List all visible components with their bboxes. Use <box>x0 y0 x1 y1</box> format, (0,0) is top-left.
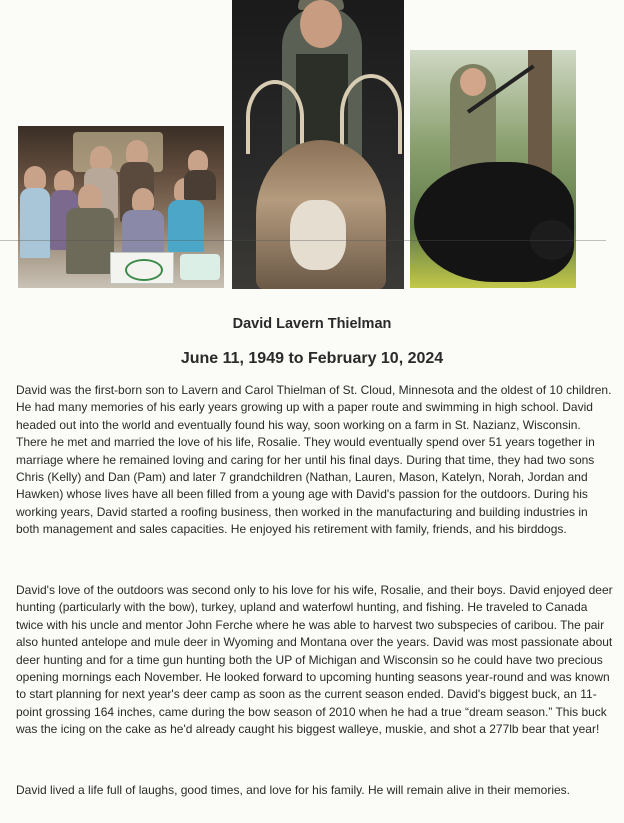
obituary-dates: June 11, 1949 to February 10, 2024 <box>180 350 444 367</box>
person-body <box>66 208 114 274</box>
antler <box>246 80 304 154</box>
person-body <box>184 170 216 200</box>
obituary-name: David Lavern Thielman <box>232 316 392 332</box>
person-body <box>20 188 50 258</box>
family-photo <box>18 126 224 288</box>
person-body <box>122 210 164 254</box>
person-head <box>54 170 74 192</box>
person-head <box>132 188 154 212</box>
person-head <box>188 150 208 172</box>
person-head <box>126 140 148 164</box>
bear-photo <box>410 50 576 288</box>
hunter-face <box>460 68 486 96</box>
obituary-paragraph: David was the first-born son to Lavern and Carol Thielman of St. Cloud, Minnesota and the oldest of 10 children. He had many memories of his early years growing up with a paper route and swimming in high school. David headed out into the world and eventually found his way, soon working on a farm in St. Nazianz, Wisconsin. There he met and married the love of his life, Rosalie. They would eventually spend over 51 years together in marriage where he remained loving and caring for her until his final days. During that time, they had two sons Chris (Kelly) and Dan (Pam) and later 7 grandchildren (Nathan, Lauren, Mason, Katelyn, Norah, Jordan and Hawken) whose lives have all been filled from a young age with David's passion for the outdoors. During his working years, David started a roofing business, then worked in the manufacturing and building industries in both management and sales capacities. He enjoyed his retirement with family, friends, and his birddogs. <box>16 383 612 537</box>
hunter-face <box>300 0 342 48</box>
cake <box>180 254 220 280</box>
antler <box>340 74 402 154</box>
scan-line <box>0 240 606 241</box>
person-head <box>78 184 102 210</box>
buck-photo <box>232 0 404 289</box>
obituary-paragraph: David lived a life full of laughs, good times, and love for his family. He will remain alive in their memories. <box>16 783 571 797</box>
person-body <box>168 200 204 252</box>
person-head <box>24 166 46 190</box>
cake <box>110 252 174 284</box>
person-head <box>90 146 112 170</box>
obituary-paragraph: David's love of the outdoors was second only to his love for his wife, Rosalie, and their boys. David enjoyed deer hunting (particularly with the bow), turkey, upland and waterfowl hunting, and fishing. He traveled to Canada twice with his uncle and mentor John Ferche where he was able to harvest two subspecies of caribou. The pair also hunted antelope and mule deer in Wyoming and Montana over the years. David was most passionate about deer hunting and for a time gun hunting both the UP of Michigan and Wisconsin so he could have two precious opening mornings each November. He looked forward to upcoming hunting seasons year-round and was known to start planning for next year's deer camp as soon as the current season ended. David's biggest buck, an 11-point grossing 164 inches, came during the bow season of 2010 when he had a true “dream season.” This buck was the icing on the cake as he'd already caught his biggest walleye, muskie, and shot a 277lb bear that year! <box>16 583 613 737</box>
deer-snout <box>290 200 346 270</box>
